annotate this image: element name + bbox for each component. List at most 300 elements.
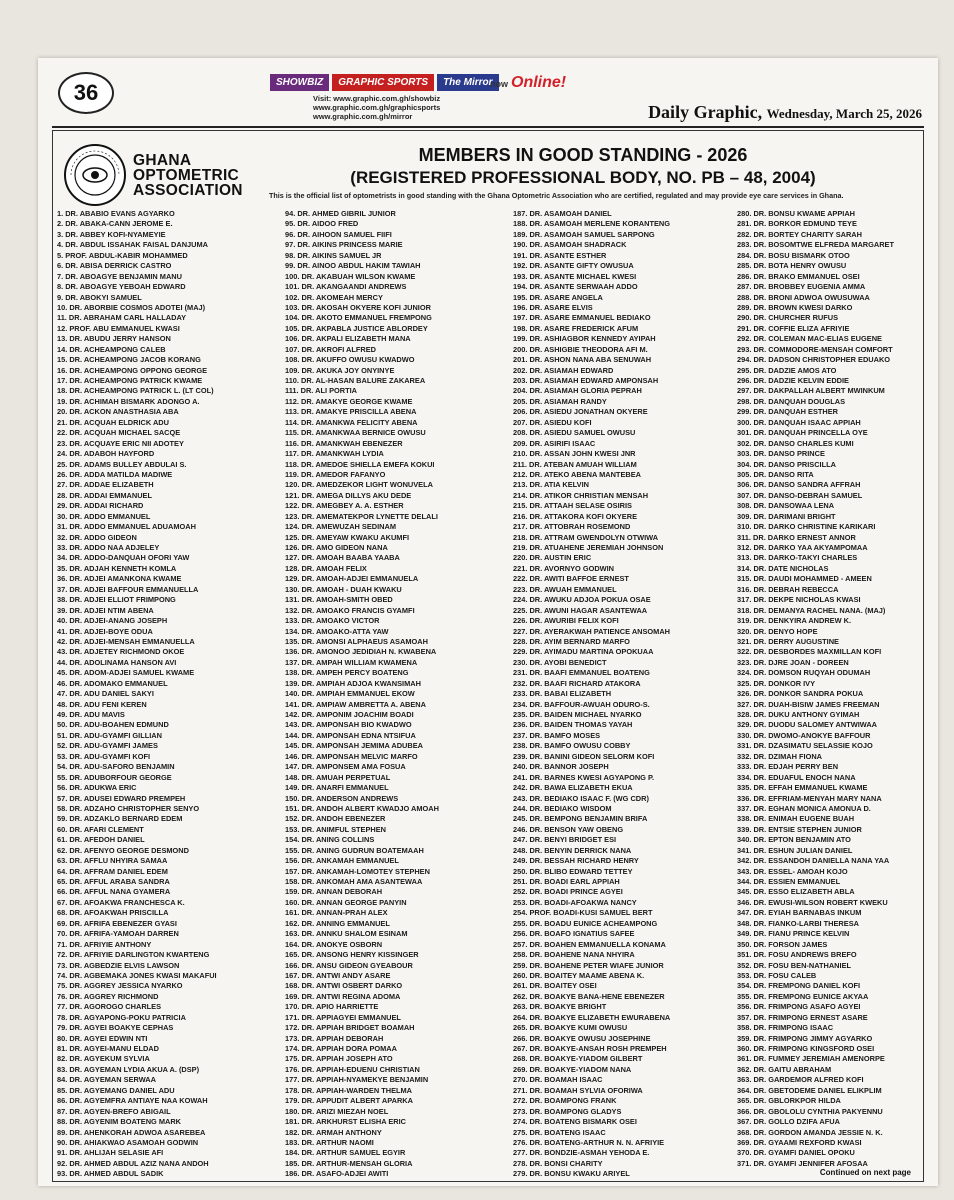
member-entry: 189. DR. ASAMOAH SAMUEL SARPONG (513, 229, 655, 239)
association-name (133, 153, 243, 198)
member-entry: 72. DR. AFRIYIE DARLINGTON KWARTENG (57, 950, 210, 960)
member-entry: 124. DR. AMEWUZAH SEDINAM (285, 522, 397, 532)
member-entry: 118. DR. AMEDOE SHIELLA EMEFA KOKUI (285, 459, 435, 469)
member-entry: 246. DR. BENSON YAW OBENG (513, 824, 624, 834)
member-entry: 74. DR. AGBEMAKA JONES KWASI MAKAFUI (57, 970, 217, 980)
member-entry: 319. DR. DENKYIRA ANDREW K. (737, 616, 852, 626)
url-mirror: www.graphic.com.gh/mirror (313, 112, 413, 121)
member-entry: 81. DR. AGYEI-MANU ELDAD (57, 1044, 159, 1053)
member-entry: 218. DR. ATTRAM GWENDOLYN OTWIWA (513, 532, 659, 542)
member-entry: 15. DR. ACHEAMPONG JACOB KORANG (57, 355, 201, 365)
member-entry: 71. DR. AFRIYIE ANTHONY (57, 939, 152, 949)
member-entry: 159. DR. ANNAN DEBORAH (285, 887, 383, 897)
member-entry: 155. DR. ANING GUDRUN BOATEMAAH (285, 845, 424, 855)
member-entry: 242. DR. BAWA ELIZABETH EKUA (513, 783, 633, 793)
member-entry: 367. DR. GOLLO DZIFA AFUA (737, 1117, 840, 1127)
member-entry: 138. DR. AMPEH PERCY BOATENG (285, 668, 409, 678)
member-entry: 63. DR. AFFLU NHYIRA SAMAA (57, 856, 168, 866)
member-entry: 336. DR. EFFRIAM-MENYAH MARY NANA (737, 793, 882, 803)
member-entry: 233. DR. BABAI ELIZABETH (513, 689, 612, 699)
member-entry: 7. DR. ABOAGYE BENJAMIN MANU (57, 271, 182, 281)
member-entry: 117. DR. AMANKWAH LYDIA (285, 449, 384, 459)
member-entry: 115. DR. AMANKWAA BERNICE OWUSU (285, 428, 426, 438)
member-entry: 176. DR. APPIAH-EDUENU CHRISTIAN (285, 1064, 420, 1074)
member-entry: 251. DR. BOADI EARL APPIAH (513, 877, 620, 886)
member-entry: 57. DR. ADUSEI EDWARD PREMPEH (57, 793, 186, 803)
member-entry: 126. DR. AMO GIDEON NANA (285, 543, 388, 552)
member-entry: 152. DR. ANDOH EBENEZER (285, 814, 386, 824)
member-entry: 188. DR. ASAMOAH MERLENE KORANTENG (513, 219, 670, 229)
member-entry: 280. DR. BONSU KWAME APPIAH (737, 209, 855, 218)
sports-logo: GRAPHIC SPORTS (332, 74, 434, 91)
member-entry: 348. DR. FIANKO-LARBI THERESA (737, 918, 859, 928)
member-entry: 154. DR. ANING COLLINS (285, 835, 375, 845)
member-entry: 109. DR. AKUKA JOY ONYINYE (285, 365, 395, 375)
member-entry: 230. DR. AYOBI BENEDICT (513, 657, 607, 667)
member-entry: 82. DR. AGYEKUM SYLVIA (57, 1054, 150, 1064)
member-entry: 240. DR. BANNOR JOSEPH (513, 762, 609, 772)
member-entry: 198. DR. ASARE FREDERICK AFUM (513, 323, 639, 333)
member-entry: 241. DR. BARNES KWESI AGYAPONG P. (513, 772, 655, 782)
member-entry: 13. DR. ABUDU JERRY HANSON (57, 334, 171, 344)
member-entry: 282. DR. BORTEY CHARITY SARAH (737, 229, 862, 239)
member-entry: 197. DR. ASARE EMMANUEL BEDIAKO (513, 313, 651, 323)
member-entry: 130. DR. AMOAH - DUAH KWAKU (285, 584, 402, 594)
member-entry: 313. DR. DARKO-TAKYI CHARLES (737, 553, 858, 563)
brand-logos (270, 74, 499, 91)
member-entry: 322. DR. DESBORDES MAXMILLAN KOFI (737, 647, 882, 657)
member-entry: 113. DR. AMAKYE PRISCILLA ABENA (285, 407, 417, 417)
member-entry: 80. DR. AGYEI EDWIN NTI (57, 1033, 148, 1043)
member-entry: 245. DR. BEMPONG BENJAMIN BRIFA (513, 814, 648, 824)
member-entry: 170. DR. APIO HARRIETTE (285, 1002, 379, 1012)
member-entry: 111. DR. ALI PORTIA (285, 386, 358, 396)
member-entry: 227. DR. AYERAKWAH PATIENCE ANSOMAH (513, 626, 671, 636)
member-entry: 42. DR. ADJEI-MENSAH EMMANUELLA (57, 636, 195, 646)
association-name-line3: ASSOCIATION (133, 181, 243, 199)
member-entry: 183. DR. ARTHUR NAOMI (285, 1137, 374, 1147)
member-entry: 163. DR. ANNKU SHALOM ESINAM (285, 929, 408, 939)
member-entry: 45. DR. ADOM-ADJEI SAMUEL KWAME (57, 668, 195, 678)
advert-frame (52, 130, 924, 1182)
member-entry: 291. DR. COFFIE ELIZA AFRIYIE (737, 323, 850, 333)
member-entry: 85. DR. AGYEMANG DANIEL ADU (57, 1085, 175, 1095)
paper-name: Daily Graphic, (648, 102, 763, 122)
member-entry: 285. DR. BOTA HENRY OWUSU (737, 261, 847, 271)
association-name-line2: OPTOMETRIC (133, 166, 240, 184)
member-entry: 93. DR. AHMED ABDUL SADIK (57, 1169, 164, 1179)
member-entry: 136. DR. AMONOO JEDIDIAH N. KWABENA (285, 647, 437, 657)
member-entry: 279. DR. BONSU KWAKU ARIYEL (513, 1169, 630, 1179)
member-entry: 317. DR. DEKPE NICHOLAS KWASI (737, 595, 861, 605)
member-entry: 351. DR. FOSU ANDREWS BREFO (737, 950, 857, 960)
member-entry: 180. DR. ARIZI MIEZAH NOEL (285, 1106, 389, 1116)
member-entry: 327. DR. DUAH-BISIW JAMES FREEMAN (737, 699, 880, 709)
member-entry: 361. DR. FUMMEY JEREMIAH AMENORPE (737, 1054, 885, 1064)
list-title: MEMBERS IN GOOD STANDING - 2026 (418, 145, 748, 165)
web-urls (313, 94, 440, 121)
member-entry: 150. DR. ANDERSON ANDREWS (285, 793, 399, 803)
association-name-line1: GHANA (133, 151, 192, 169)
member-entry: 122. DR. AMEGBEY A. A. ESTHER (285, 501, 404, 511)
member-entry: 47. DR. ADU DANIEL SAKYI (57, 689, 154, 699)
member-entry: 174. DR. APPIAH DORA POMAA (285, 1044, 397, 1053)
member-entry: 228. DR. AYIM BERNARD MARFO (513, 636, 630, 646)
member-entry: 94. DR. AHMED GIBRIL JUNIOR (285, 209, 396, 218)
online-label: Online! (511, 74, 567, 91)
member-entry: 8. DR. ABOAGYE YEBOAH EDWARD (57, 282, 186, 292)
member-entry: 219. DR. ATUAHENE JEREMIAH JOHNSON (513, 543, 664, 552)
member-entry: 206. DR. ASIEDU JONATHAN OKYERE (513, 407, 648, 417)
member-entry: 110. DR. AL-HASAN BALURE ZAKAREA (285, 376, 426, 385)
member-entry: 259. DR. BOAHENE PETER WIAFE JUNIOR (513, 960, 664, 970)
member-entry: 309. DR. DARIMANI BRIGHT (737, 511, 836, 521)
member-entry: 273. DR. BOAMPONG GLADYS (513, 1106, 622, 1116)
member-entry: 268. DR. BOAKYE-YIADOM GILBERT (513, 1054, 643, 1064)
member-entry: 312. DR. DARKO YAA AKYAMPOMAA (737, 543, 868, 552)
member-entry: 66. DR. AFFUL NANA GYAMERA (57, 887, 171, 897)
member-entry: 62. DR. AFENYO GEORGE DESMOND (57, 845, 189, 855)
member-entry: 156. DR. ANKAMAH EMMANUEL (285, 856, 399, 866)
member-entry: 256. DR. BOAFO IGNATIUS SAFEE (513, 929, 635, 939)
member-entry: 73. DR. AGBEDZIE ELVIS LAWSON (57, 960, 180, 970)
member-entry: 4. DR. ABDUL ISSAHAK FAISAL DANJUMA (57, 240, 208, 250)
member-entry: 364. DR. GBETODEME DANIEL ELIKPLIM (737, 1085, 882, 1095)
member-entry: 127. DR. AMOAH BAABA YAABA (285, 553, 400, 563)
member-entry: 60. DR. AFARI CLEMENT (57, 824, 144, 834)
member-entry: 139. DR. AMPIAH ADJOA KWANSIMAH (285, 678, 421, 688)
member-entry: 166. DR. ANSU GIDEON GYEABOUR (285, 960, 413, 970)
member-entry: 350. DR. FORSON JAMES (737, 939, 828, 949)
member-entry: 30. DR. ADDO EMMANUEL (57, 511, 151, 521)
member-entry: 153. DR. ANIMFUL STEPHEN (285, 824, 387, 834)
member-entry: 132. DR. AMOAKO FRANCIS GYAMFI (285, 605, 415, 615)
member-entry: 356. DR. FRIMPONG ASAFO AGYEI (737, 1002, 861, 1012)
member-entry: 292. DR. COLEMAN MAC-ELIAS EUGENE (737, 334, 882, 344)
member-entry: 213. DR. ATIA KELVIN (513, 480, 589, 490)
member-entry: 333. DR. EDJAH PERRY BEN (737, 762, 839, 772)
member-entry: 53. DR. ADU-GYAMFI KOFI (57, 751, 151, 761)
member-entry: 352. DR. FOSU BEN-NATHANIEL (737, 960, 852, 970)
member-entry: 68. DR. AFOAKWAH PRISCILLA (57, 908, 169, 918)
member-entry: 306. DR. DANSO SANDRA AFFRAH (737, 480, 861, 490)
page-number: 36 (58, 72, 114, 114)
member-entry: 160. DR. ANNAN GEORGE PANYIN (285, 897, 407, 907)
member-entry: 303. DR. DANSO PRINCE (737, 449, 825, 459)
member-entry: 92. DR. AHMED ABDUL AZIZ NANA ANDOH (57, 1158, 209, 1168)
member-entry: 355. DR. FREMPONG EUNICE AKYAA (737, 991, 869, 1001)
member-entry: 344. DR. ESSIEN EMMANUEL (737, 877, 841, 886)
member-entry: 214. DR. ATIKOR CHRISTIAN MENSAH (513, 490, 649, 500)
header-rule (52, 126, 924, 128)
member-entry: 182. DR. ARMAH ANTHONY (285, 1127, 382, 1137)
member-entry: 37. DR. ADJEI BAFFOUR EMMANUELLA (57, 584, 199, 594)
member-entry: 353. DR. FOSU CALEB (737, 970, 817, 980)
member-entry: 2. DR. ABAKA-CANN JEROME E. (57, 219, 173, 229)
member-entry: 315. DR. DAUDI MOHAMMED - AMEEN (737, 574, 872, 584)
member-entry: 341. DR. ESHUN JULIAN DANIEL (737, 845, 853, 855)
member-entry: 318. DR. DEMANYA RACHEL NANA. (MAJ) (737, 605, 886, 615)
member-entry: 320. DR. DENYO HOPE (737, 626, 818, 636)
member-entry: 114. DR. AMANKWA FELICITY ABENA (285, 417, 418, 427)
member-entry: 249. DR. BESSAH RICHARD HENRY (513, 856, 639, 866)
member-entry: 298. DR. DANQUAH DOUGLAS (737, 396, 845, 406)
member-entry: 257. DR. BOAHEN EMMANUELLA KONAMA (513, 939, 666, 949)
member-entry: 29. DR. ADDAI RICHARD (57, 501, 144, 511)
member-entry: 193. DR. ASANTE MICHAEL KWESI (513, 271, 637, 281)
member-entry: 329. DR. DUODU SALOMEY ANTWIWAA (737, 720, 878, 730)
member-entry: 98. DR. AIKINS SAMUEL JR (285, 250, 382, 260)
member-entry: 33. DR. ADDO NAA ADJELEY (57, 543, 160, 552)
url-showbiz: Visit: www.graphic.com.gh/showbiz (313, 94, 441, 103)
member-entry: 325. DR. DONKOR IVY (737, 678, 816, 688)
member-entry: 334. DR. EDUAFUL ENOCH NANA (737, 772, 856, 782)
member-entry: 125. DR. AMEYAW KWAKU AKUMFI (285, 532, 410, 542)
member-entry: 11. DR. ABRAHAM CARL HALLADAY (57, 313, 187, 323)
title-block (303, 145, 863, 188)
online-banner (490, 74, 566, 92)
member-entry: 276. DR. BOATENG-ARTHUR N. N. AFRIYIE (513, 1137, 665, 1147)
member-entry: 216. DR. ATTAKORA KOFI OKYERE (513, 511, 638, 521)
member-entry: 357. DR. FRIMPONG ERNEST ASARE (737, 1012, 868, 1022)
member-entry: 264. DR. BOAKYE ELIZABETH EWURABENA (513, 1012, 671, 1022)
member-entry: 371. DR. GYAMFI JENNIFER AFOSAA (737, 1158, 868, 1168)
member-entry: 310. DR. DARKO CHRISTINE KARIKARI (737, 522, 876, 532)
member-entry: 56. DR. ADUKWA ERIC (57, 783, 137, 793)
member-entry: 196. DR. ASARE ELVIS (513, 302, 593, 312)
member-entry: 95. DR. AIDOO FRED (285, 219, 359, 229)
member-entry: 304. DR. DANSO PRISCILLA (737, 459, 836, 469)
member-entry: 365. DR. GBLORKPOR HILDA (737, 1096, 841, 1106)
member-entry: 181. DR. ARKHURST ELISHA ERIC (285, 1117, 407, 1127)
member-entry: 190. DR. ASAMOAH SHADRACK (513, 240, 627, 250)
member-entry: 225. DR. AWUNI HAGAR ASANTEWAA (513, 605, 648, 615)
member-entry: 267. DR. BOAKYE-ANSAH ROSH PREMPEH (513, 1044, 667, 1053)
member-entry: 58. DR. ADZAHO CHRISTOPHER SENYO (57, 803, 200, 813)
member-entry: 287. DR. BROBBEY EUGENIA AMMA (737, 282, 866, 292)
member-entry: 16. DR. ACHEAMPONG OPPONG GEORGE (57, 365, 208, 375)
member-entry: 177. DR. APPIAH-NYAMEKYE BENJAMIN (285, 1075, 429, 1085)
member-entry: 64. DR. AFFRAM DANIEL EDEM (57, 866, 168, 876)
member-entry: 258. DR. BOAHENE NANA NHYIRA (513, 950, 635, 960)
member-entry: 191. DR. ASANTE ESTHER (513, 250, 607, 260)
member-entry: 217. DR. ATTOBRAH ROSEMOND (513, 522, 631, 532)
member-entry: 223. DR. AWUAH EMMANUEL (513, 584, 617, 594)
member-entry: 321. DR. DERRY AUGUSTINE (737, 636, 839, 646)
member-entry: 34. DR. ADDO-DANQUAH OFORI YAW (57, 553, 190, 563)
member-entry: 89. DR. AHENKORAH ADWOA ASAREBEA (57, 1127, 206, 1137)
member-column (513, 209, 739, 1180)
member-entry: 205. DR. ASIAMAH RANDY (513, 396, 607, 406)
url-sports: www.graphic.com.gh/graphicsports (313, 103, 441, 112)
member-entry: 289. DR. BROWN KWESI DARKO (737, 302, 853, 312)
member-entry: 278. DR. BONSI CHARITY (513, 1158, 603, 1168)
member-entry: 129. DR. AMOAH-ADJEI EMMANUELA (285, 574, 419, 584)
member-entry: 234. DR. BAFFOUR-AWUAH ODURO-S. (513, 699, 650, 709)
member-entry: 346. DR. EWUSI-WILSON ROBERT KWEKU (737, 897, 888, 907)
member-entry: 157. DR. ANKAMAH-LOMOTEY STEPHEN (285, 866, 430, 876)
member-entry: 75. DR. AGGREY JESSICA NYARKO (57, 981, 183, 991)
member-entry: 103. DR. AKOSAH OKYERE KOFI JUNIOR (285, 302, 431, 312)
member-entry: 335. DR. EFFAH EMMANUEL KWAME (737, 783, 868, 793)
member-entry: 128. DR. AMOAH FELIX (285, 563, 367, 573)
member-entry: 222. DR. AWITI BAFFOE ERNEST (513, 574, 629, 584)
member-entry: 25. DR. ADAMS BULLEY ABDULAI S. (57, 459, 187, 469)
member-entry: 44. DR. ADOLINAMA HANSON AVI (57, 657, 177, 667)
association-logo (63, 143, 243, 207)
member-entry: 239. DR. BANINI GIDEON SELORM KOFI (513, 751, 655, 761)
member-entry: 269. DR. BOAKYE-YIADOM NANA (513, 1064, 632, 1074)
member-entry: 184. DR. ARTHUR SAMUEL EGYIR (285, 1148, 406, 1158)
member-entry: 90. DR. AHIAKWAO ASAMOAH GODWIN (57, 1137, 199, 1147)
member-entry: 275. DR. BOATENG ISAAC (513, 1127, 606, 1137)
member-entry: 121. DR. AMEGA DILLYS AKU DEDE (285, 490, 412, 500)
member-entry: 215. DR. ATTAAH SELASE OSIRIS (513, 501, 632, 511)
member-entry: 186. DR. ASAFO-ADJEI AWITI (285, 1169, 389, 1179)
member-entry: 137. DR. AMPAH WILLIAM KWAMENA (285, 657, 418, 667)
member-entry: 271. DR. BOAMAH SYLVIA OFORIWA (513, 1085, 643, 1095)
member-entry: 141. DR. AMPIAW AMBRETTA A. ABENA (285, 699, 426, 709)
member-entry: 199. DR. ASHIAGBOR KENNEDY AYIPAH (513, 334, 656, 344)
association-seal-icon (63, 143, 127, 207)
member-entry: 123. DR. AMEMATEKPOR LYNETTE DELALI (285, 511, 438, 521)
member-entry: 51. DR. ADU-GYAMFI GILLIAN (57, 730, 162, 740)
member-entry: 52. DR. ADU-GYAMFI JAMES (57, 741, 158, 751)
member-entry: 99. DR. AINOO ABDUL HAKIM TAWIAH (285, 261, 421, 271)
member-entry: 65. DR. AFFUL ARABA SANDRA (57, 877, 170, 886)
member-entry: 363. DR. GARDEMOR ALFRED KOFI (737, 1075, 864, 1085)
member-entry: 248. DR. BENYIN DERRICK NANA (513, 845, 632, 855)
member-entry: 207. DR. ASIEDU KOFI (513, 417, 592, 427)
member-entry: 36. DR. ADJEI AMANKONA KWAME (57, 574, 182, 584)
member-entry: 148. DR. AMUAH PERPETUAL (285, 772, 391, 782)
member-entry: 338. DR. ENIMAH EUGENE BUAH (737, 814, 855, 824)
member-entry: 97. DR. AIKINS PRINCESS MARIE (285, 240, 403, 250)
member-entry: 201. DR. ASHON NANA ABA SENUWAH (513, 355, 652, 365)
member-entry: 84. DR. AGYEMAN SERWAA (57, 1075, 156, 1085)
member-entry: 102. DR. AKOMEAH MERCY (285, 292, 383, 302)
member-entry: 67. DR. AFOAKWA FRANCHESCA K. (57, 897, 185, 907)
member-entry: 277. DR. BONDZIE-ASMAH YEHODA E. (513, 1148, 650, 1158)
member-entry: 108. DR. AKUFFO OWUSU KWADWO (285, 355, 415, 365)
member-entry: 39. DR. ADJEI NTIM ABENA (57, 605, 154, 615)
member-column (57, 209, 283, 1180)
member-entry: 106. DR. AKPALI ELIZABETH MANA (285, 334, 411, 344)
member-entry: 6. DR. ABISA DERRICK CASTRO (57, 261, 172, 271)
member-entry: 168. DR. ANTWI OSBERT DARKO (285, 981, 403, 991)
member-entry: 295. DR. DADZIE AMOS ATO (737, 365, 837, 375)
member-entry: 202. DR. ASIAMAH EDWARD (513, 365, 614, 375)
member-entry: 366. DR. GBOLOLU CYNTHIA PAKYENNU (737, 1106, 883, 1116)
member-entry: 43. DR. ADJETEY RICHMOND OKOE (57, 647, 185, 657)
member-entry: 50. DR. ADU-BOAHEN EDMUND (57, 720, 169, 730)
member-entry: 221. DR. AVORNYO GODWIN (513, 563, 615, 573)
member-entry: 41. DR. ADJEI-BOYE ODUA (57, 626, 153, 636)
member-entry: 209. DR. ASIRIFI ISAAC (513, 438, 596, 448)
continued-note: Continued on next page (819, 1168, 911, 1177)
member-entry: 133. DR. AMOAKO VICTOR (285, 616, 380, 626)
member-entry: 149. DR. ANARFI EMMANUEL (285, 783, 389, 793)
member-entry: 24. DR. ADABOH HAYFORD (57, 449, 155, 459)
member-entry: 112. DR. AMAKYE GEORGE KWAME (285, 396, 413, 406)
member-entry: 28. DR. ADDAI EMMANUEL (57, 490, 152, 500)
member-entry: 96. DR. AIHOON SAMUEL FIIFI (285, 229, 392, 239)
member-entry: 337. DR. EGHAN MONICA AMONUA D. (737, 803, 871, 813)
member-entry: 76. DR. AGGREY RICHMOND (57, 991, 159, 1001)
member-entry: 254. PROF. BOADI-KUSI SAMUEL BERT (513, 908, 653, 918)
member-entry: 151. DR. ANDOH ALBERT KWADJO AMOAH (285, 803, 439, 813)
member-entry: 134. DR. AMOAKO-ATTA YAW (285, 626, 389, 636)
member-entry: 140. DR. AMPIAH EMMANUEL EKOW (285, 689, 415, 699)
member-entry: 314. DR. DATE NICHOLAS (737, 563, 829, 573)
member-entry: 171. DR. APPIAGYEI EMMANUEL (285, 1012, 401, 1022)
member-entry: 349. DR. FIANU PRINCE KELVIN (737, 929, 850, 939)
member-entry: 274. DR. BOATENG BISMARK OSEI (513, 1117, 637, 1127)
member-entry: 311. DR. DARKO ERNEST ANNOR (737, 532, 856, 542)
member-entry: 175. DR. APPIAH JOSEPH ATO (285, 1054, 393, 1064)
member-column (737, 209, 954, 1169)
member-entry: 316. DR. DEBRAH REBECCA (737, 584, 839, 594)
member-entry: 12. PROF. ABU EMMANUEL KWASI (57, 323, 180, 333)
member-entry: 162. DR. ANNING EMMANUEL (285, 918, 390, 928)
member-entry: 232. DR. BAAFI RICHARD ATAKORA (513, 678, 641, 688)
member-entry: 1. DR. ABABIO EVANS AGYARKO (57, 209, 175, 218)
member-entry: 231. DR. BAAFI EMMANUEL BOATENG (513, 668, 650, 678)
member-entry: 135. DR. AMONSI ALPHAEUS ASAMOAH (285, 636, 428, 646)
member-entry: 161. DR. ANNAN-PRAH ALEX (285, 908, 388, 918)
member-entry: 143. DR. AMPONSAH BIO KWADWO (285, 720, 412, 730)
member-entry: 14. DR. ACHEAMPONG CALEB (57, 344, 166, 354)
member-entry: 5. PROF. ABDUL-KABIR MOHAMMED (57, 250, 188, 260)
member-entry: 284. DR. BOSU BISMARK OTOO (737, 250, 850, 260)
member-entry: 297. DR. DAKPALLAH ALBERT MWINKUM (737, 386, 885, 396)
member-entry: 343. DR. ESSEL- AMOAH KOJO (737, 866, 848, 876)
member-entry: 244. DR. BEDIAKO WISDOM (513, 803, 612, 813)
member-entry: 359. DR. FRIMPONG JIMMY AGYARKO (737, 1033, 873, 1043)
member-entry: 179. DR. APPUDIT ALBERT APARKA (285, 1096, 413, 1106)
member-entry: 88. DR. AGYENIM BOATENG MARK (57, 1117, 182, 1127)
member-entry: 236. DR. BAIDEN THOMAS YAYAH (513, 720, 633, 730)
member-entry: 210. DR. ASSAN JOHN KWESI JNR (513, 449, 636, 459)
page-header (38, 58, 938, 124)
member-entry: 158. DR. ANKOMAH AMA ASANTEWAA (285, 877, 423, 886)
member-entry: 235. DR. BAIDEN MICHAEL NYARKO (513, 710, 642, 719)
member-entry: 260. DR. BOAITEY MAAME ABENA K. (513, 970, 645, 980)
member-entry: 262. DR. BOAKYE BANA-HENE EBENEZER (513, 991, 665, 1001)
member-entry: 185. DR. ARTHUR-MENSAH GLORIA (285, 1158, 413, 1168)
member-entry: 286. DR. BRAKO EMMANUEL OSEI (737, 271, 860, 281)
member-entry: 326. DR. DONKOR SANDRA POKUA (737, 689, 864, 699)
member-entry: 3. DR. ABBEY KOFI-NYAMEYIE (57, 229, 166, 239)
member-entry: 296. DR. DADZIE KELVIN EDDIE (737, 376, 849, 385)
member-entry: 178. DR. APPIAH-WARDEN THELMA (285, 1085, 413, 1095)
member-entry: 220. DR. AUSTIN ERIC (513, 553, 592, 563)
member-entry: 294. DR. DADSON CHRISTOPHER EDUAKO (737, 355, 891, 365)
member-entry: 323. DR. DJRE JOAN - DOREEN (737, 657, 849, 667)
member-entry: 19. DR. ACHIMAH BISMARK ADONGO A. (57, 396, 200, 406)
member-entry: 23. DR. ACQUAYE ERIC NII ADOTEY (57, 438, 184, 448)
member-entry: 354. DR. FREMPONG DANIEL KOFI (737, 981, 861, 991)
member-entry: 212. DR. ATEKO ABENA MANTEBEA (513, 469, 641, 479)
member-entry: 21. DR. ACQUAH ELDRICK ADU (57, 417, 169, 427)
member-entry: 369. DR. GYAAMI REXFORD KWASI (737, 1137, 862, 1147)
member-entry: 79. DR. AGYEI BOAKYE CEPHAS (57, 1023, 174, 1033)
mirror-logo: The Mirror (437, 74, 498, 91)
member-entry: 243. DR. BEDIAKO ISAAC F. (WG CDR) (513, 793, 649, 803)
member-entry: 26. DR. ADDA MATILDA MADIWE (57, 469, 173, 479)
member-entry: 86. DR. AGYEMFRA ANTIAYE NAA KOWAH (57, 1096, 208, 1106)
member-entry: 266. DR. BOAKYE OWUSU JOSEPHINE (513, 1033, 651, 1043)
